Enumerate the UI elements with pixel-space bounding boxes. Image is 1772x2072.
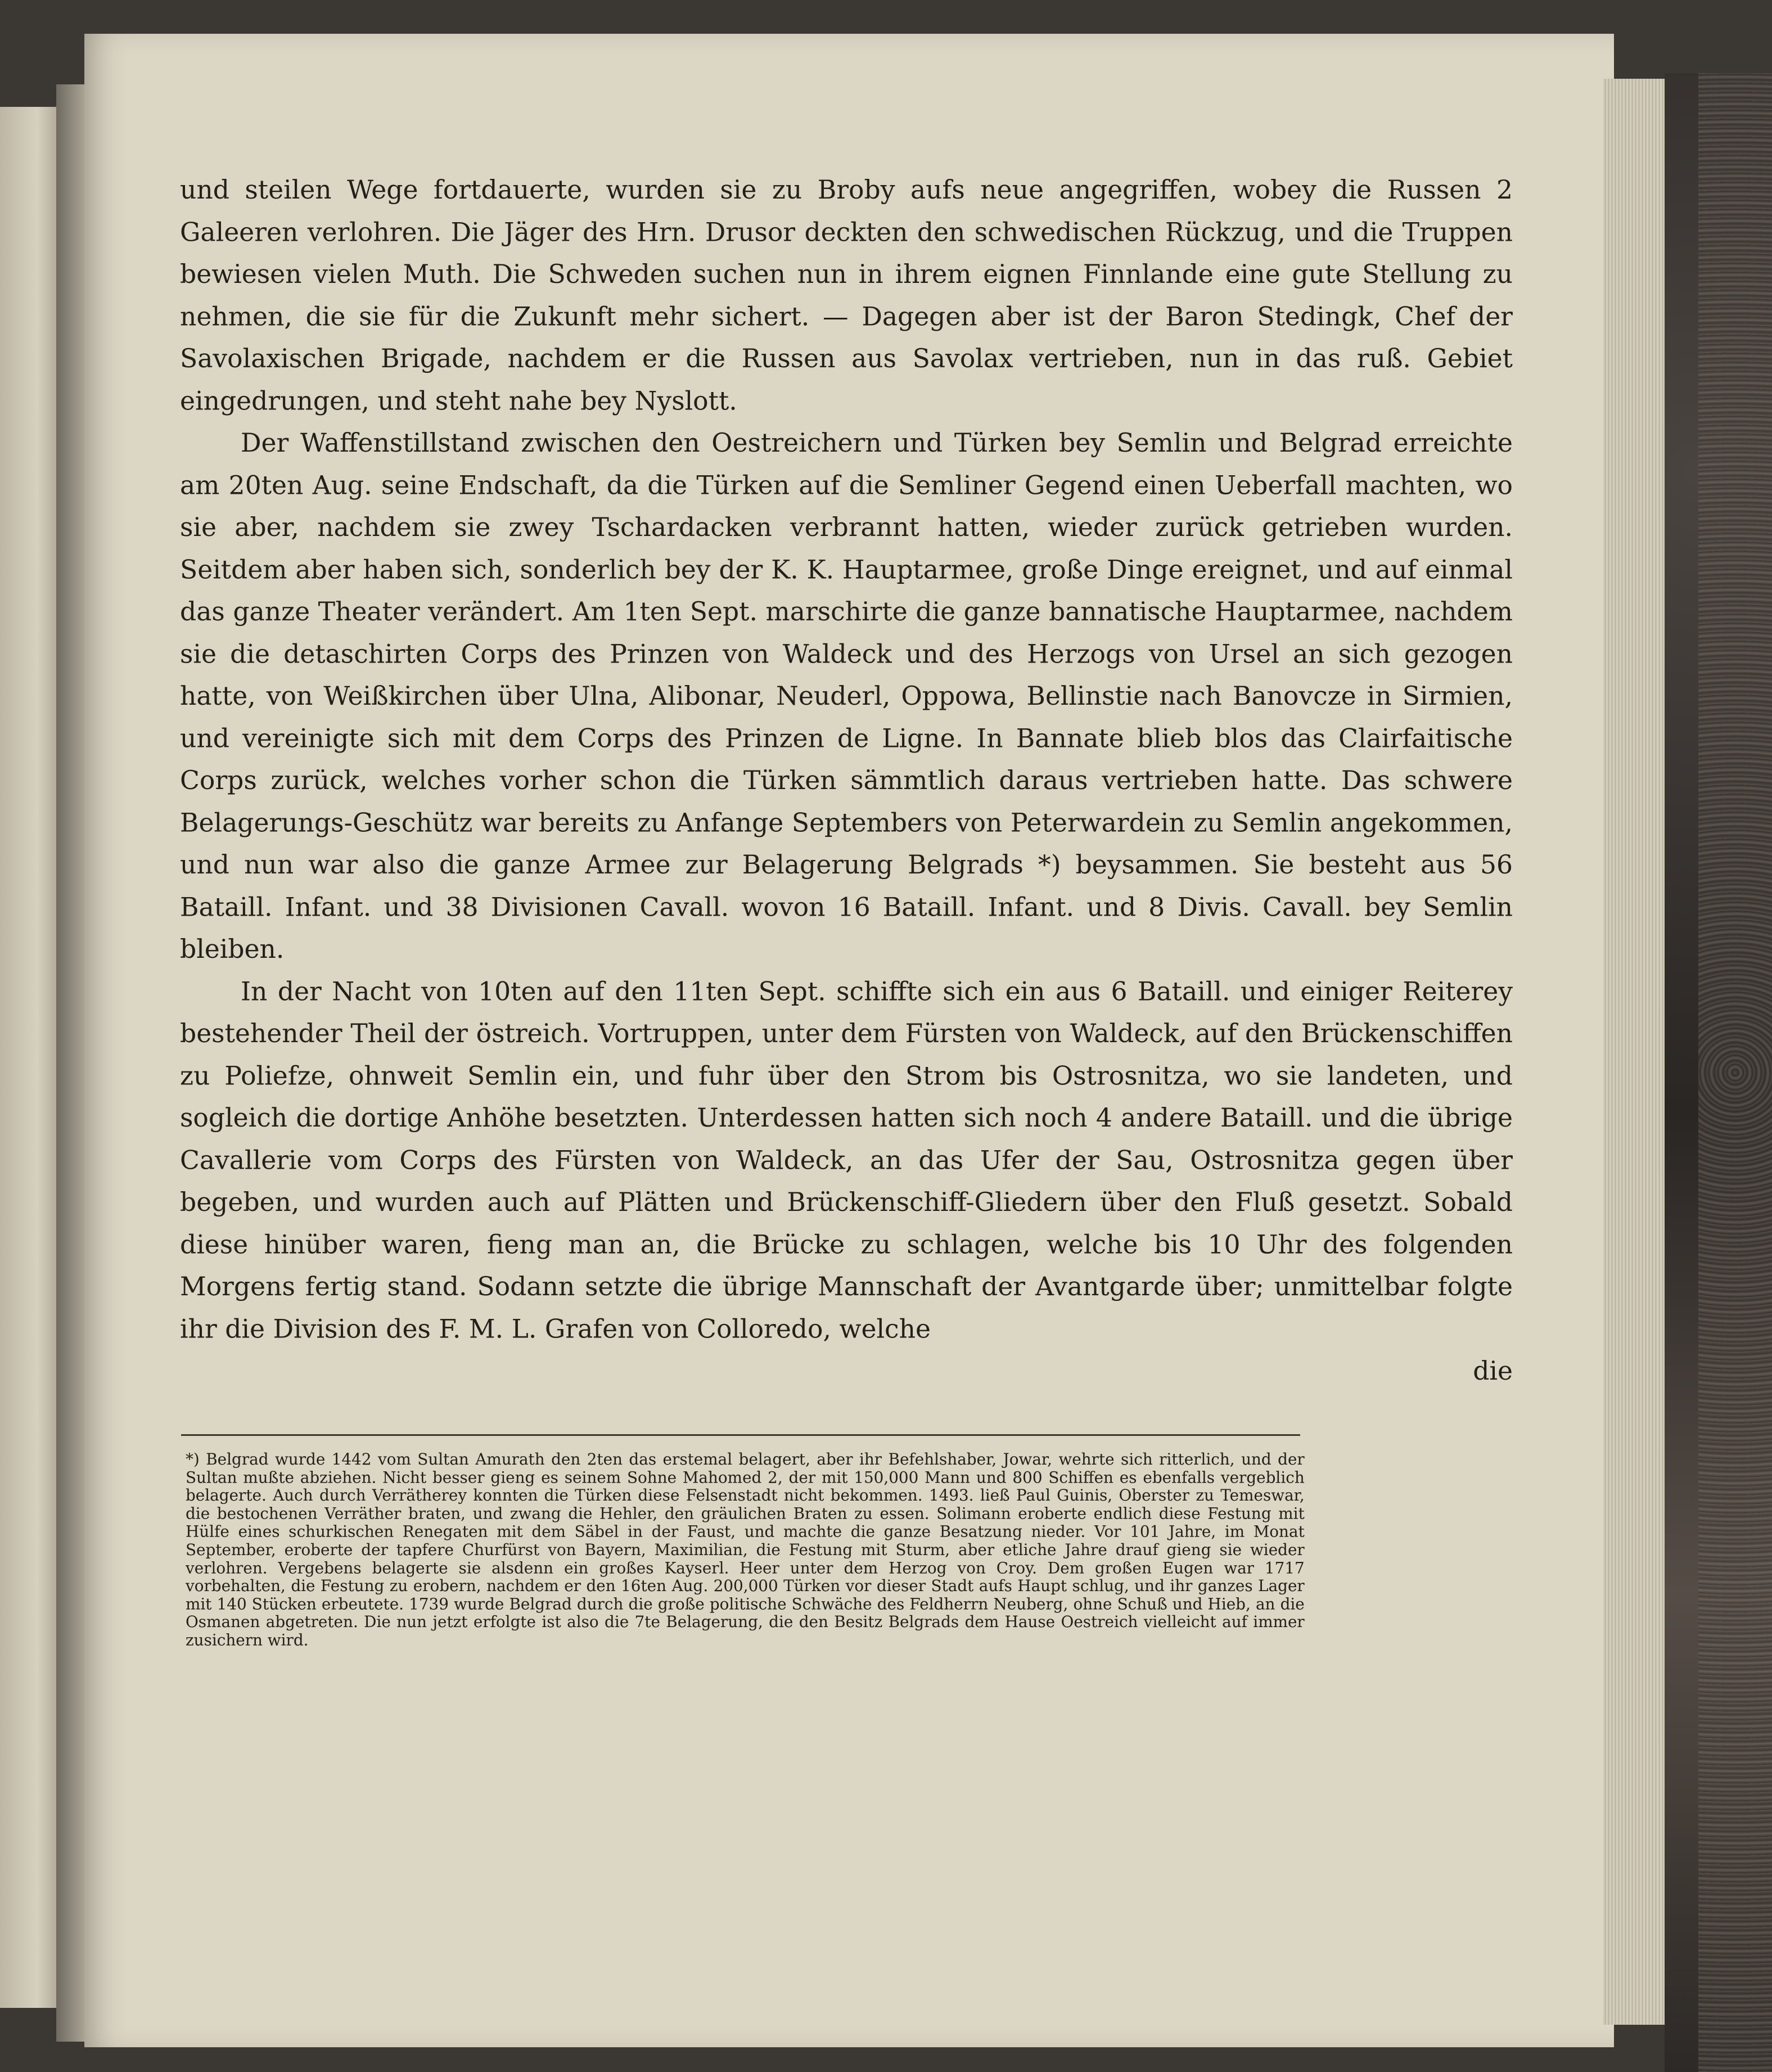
footnote-text: *) Belgrad wurde 1442 vom Sultan Amurath den 2ten das erstemal belagert, aber ihr Befehlshaber, Jowar, wehrte sich ritterlich, und der Sultan mußte abziehen. Nicht besser gieng es seinem Sohne Mahomed 2, der mit 150,000 Mann und 800 Schiffen es ebenfalls vergeblich belagerte. Auch durch Verrätherey konnten die Türken diese Felsenstadt nicht bekommen. 1493. ließ Paul Guinis, Oberster zu Temeswar, die bestochenen Verräther braten, und zwang die Hehler, den gräulichen Braten zu essen. Solimann eroberte endlich diese Festung mit Hülfe eines schurkischen Renegaten mit dem Säbel in der Faust, und machte die ganze Besatzung nieder. Vor 101 Jahre, im Monat September, eroberte der tapfere Churfürst von Bayern, Maximilian, die Festung mit Sturm, aber etliche Jahre drauf gieng sie wieder verlohren. Vergebens belagerte sie alsdenn ein großes Kayserl. Heer unter dem Herzog von Croy. Dem großen Eugen war 1717 vorbehalten, die Festung zu erobern, nachdem er den 16ten Aug. 200,000 Türken vor dieser Stadt aufs Haupt schlug, und ihr ganzes Lager mit 140 Stücken erbeutete. 1739 wurde Belgrad durch die große politische Schwäche des Feldherrn Neuberg, ohne Schuß und Hieb, an die Osmanen abgetreten. Die nun jetzt erfolgte ist also die 7te Belagerung, die den Besitz Belgrads dem Hause Oestreich vielleicht auf immer zusichern wird.	[186, 1450, 1305, 1650]
footnote-rule	[181, 1434, 1300, 1436]
main-text	[180, 169, 1513, 1392]
page-edges	[1603, 79, 1670, 2025]
paragraph-1: und steilen Wege fortdauerte, wurden sie zu Broby aufs neue angegriffen, wobey die Russen 2 Galeeren verlohren. Die Jäger des Hrn. Drusor deckten den schwedischen Rückzug, und die Truppen bewiesen vielen Muth. Die Schweden suchen nun in ihrem eignen Finnlande eine gute Stellung zu nehmen, die sie für die Zukunft mehr sichert. — Dagegen aber ist der Baron Stedingk, Chef der Savolaxischen Brigade, nachdem er die Russen aus Savolax vertrieben, nun in das ruß. Gebiet eingedrungen, und steht nahe bey Nyslott.	[180, 174, 1513, 416]
footnote	[186, 1451, 1305, 1650]
paragraph-2: Der Waffenstillstand zwischen den Oestreichern und Türken bey Semlin und Belgrad erreichte am 20ten Aug. seine Endschaft, da die Türken auf die Semliner Gegend einen Ueberfall machten, wo sie aber, nachdem sie zwey Tschardacken verbrannt hatten, wieder zurück getrieben wurden. Seitdem aber haben sich, sonderlich bey der K. K. Hauptarmee, große Dinge ereignet, und auf einmal das ganze Theater verändert. Am 1ten Sept. marschirte die ganze bannatische Hauptarmee, nachdem sie die detaschirten Corps des Prinzen von Waldeck und des Herzogs von Ursel an sich gezogen hatte, von Weißkirchen über Ulna, Alibonar, Neuderl, Oppowa, Bellinstie nach Banovcze in Sirmien, und vereinigte sich mit dem Corps des Prinzen de Ligne. In Bannate blieb blos das Clairfaitische Corps zurück, welches vorher schon die Türken sämmtlich daraus vertrieben hatte. Das schwere Belagerungs-Geschütz war bereits zu Anfange Septembers von Peterwardein zu Semlin angekommen, und nun war also die ganze Armee zur Belagerung Belgrads *) beysammen. Sie besteht aus 56 Bataill. Infant. und 38 Divisionen Cavall. wovon 16 Bataill. Infant. und 8 Divis. Cavall. bey Semlin bleiben.	[180, 427, 1513, 964]
catchword: die	[1473, 1355, 1513, 1386]
paragraph-3: In der Nacht von 10ten auf den 11ten Sept. schiffte sich ein aus 6 Bataill. und einiger Reiterey bestehender Theil der östreich. Vortruppen, unter dem Fürsten von Waldeck, auf den Brückenschiffen zu Poliefze, ohnweit Semlin ein, und fuhr über den Strom bis Ostrosnitza, wo sie landeten, und sogleich die dortige Anhöhe besetzten. Unterdessen hatten sich noch 4 andere Bataill. und die übrige Cavallerie vom Corps des Fürsten von Waldeck, an das Ufer der Sau, Ostrosnitza gegen über begeben, und wurden auch auf Plätten und Brückenschiff-Gliedern über den Fluß gesetzt. Sobald diese hinüber waren, fieng man an, die Brücke zu schlagen, welche bis 10 Uhr des folgenden Morgens fertig stand. Sodann setzte die übrige Mannschaft der Avantgarde über; unmittelbar folgte ihr die Division des F. M. L. Grafen von Colloredo, welche	[180, 976, 1513, 1344]
marbled-cover	[1665, 73, 1772, 2072]
left-page-edge	[0, 107, 62, 2008]
